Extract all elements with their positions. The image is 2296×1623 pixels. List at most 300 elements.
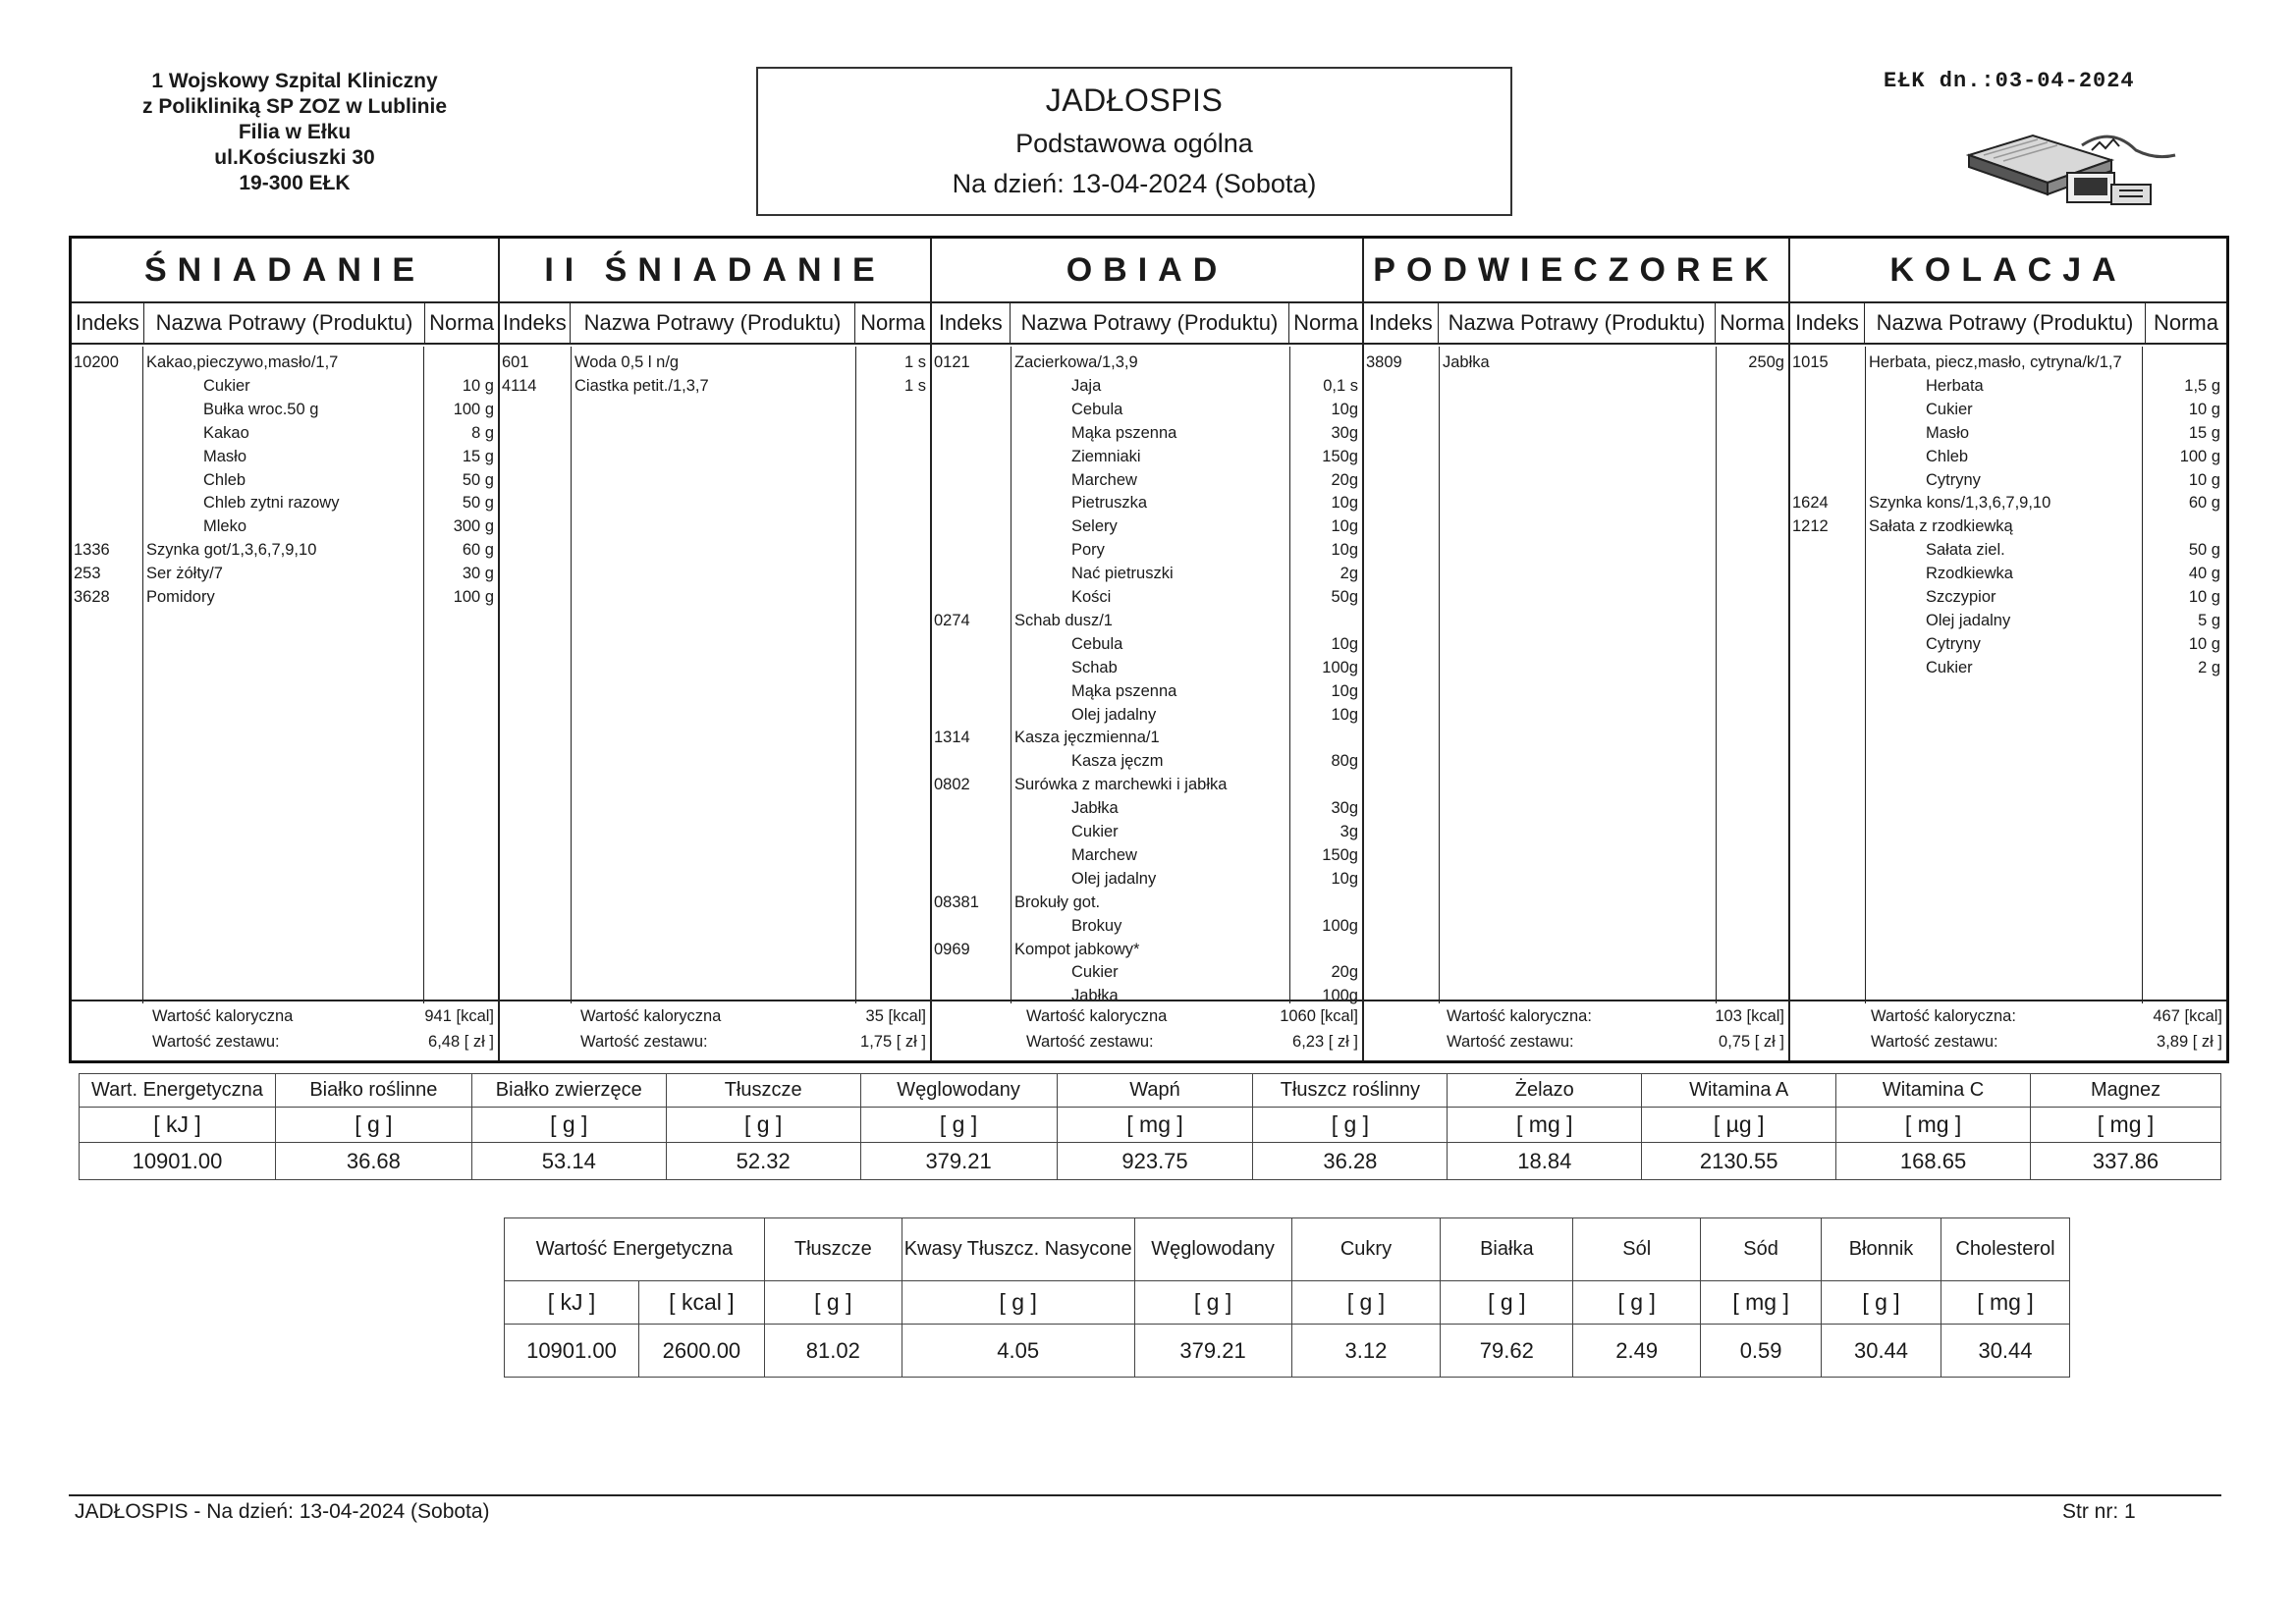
nutrient-unit: [ g ]: [902, 1281, 1134, 1325]
menu-item-row: [932, 562, 1362, 585]
menu-item-row: [932, 632, 1362, 656]
dish-name: Woda 0,5 l n/g: [574, 353, 680, 371]
item-norm: 100 g: [2179, 447, 2220, 465]
item-norm: 15 g: [462, 447, 494, 465]
ingredient-name: Jabłka: [1071, 987, 1119, 1005]
nutrient-header: Cholesterol: [1941, 1218, 2069, 1281]
nutrient-unit: [ mg ]: [1448, 1108, 1642, 1143]
item-norm: 0,1 s: [1323, 376, 1358, 395]
item-norm: 60 g: [2188, 494, 2220, 513]
cost-label: Wartość zestawu:: [1447, 1033, 1574, 1051]
nutrient-value: 2130.55: [1642, 1143, 1836, 1180]
menu-item-row: [1790, 491, 2226, 514]
menu-item-row: [72, 491, 498, 514]
nutrient-header: Magnez: [2031, 1074, 2221, 1108]
menu-item-row: [72, 398, 498, 421]
menu-item-row: [932, 468, 1362, 492]
calorie-label: Wartość kaloryczna:: [1447, 1007, 1592, 1025]
ingredient-name: Jabłka: [1071, 799, 1119, 818]
book-computer-logo: [1964, 116, 2185, 209]
nutrient-unit: [ g ]: [1291, 1281, 1441, 1325]
ingredient-name: Olej jadalny: [1071, 869, 1157, 888]
menu-item-row: [1364, 351, 1788, 374]
nutrient-value: 168.65: [1836, 1143, 2031, 1180]
menu-item-row: [500, 351, 930, 374]
calorie-value: 467 [kcal]: [2153, 1007, 2222, 1025]
column-header-name: Nazwa Potrawy (Produktu): [571, 303, 856, 343]
nutrient-unit: [ mg ]: [1836, 1108, 2031, 1143]
menu-item-row: [932, 796, 1362, 820]
item-norm: 3g: [1339, 823, 1358, 840]
meal-title: PODWIECZOREK: [1364, 239, 1788, 303]
ingredient-name: Olej jadalny: [1071, 705, 1157, 724]
menu-item-row: [1790, 562, 2226, 585]
meal-items: [932, 347, 1362, 1003]
item-index: 1212: [1792, 517, 1829, 536]
column-header-index: Indeks: [500, 303, 571, 343]
menu-item-row: [1790, 468, 2226, 492]
item-norm: 5 g: [2198, 611, 2220, 629]
item-norm: 20g: [1331, 963, 1358, 982]
item-norm: 10 g: [2188, 634, 2220, 653]
menu-item-row: [932, 914, 1362, 938]
ingredient-name: Cebula: [1071, 400, 1123, 418]
ingredient-name: Jaja: [1071, 376, 1102, 395]
column-header-name: Nazwa Potrawy (Produktu): [1865, 303, 2146, 343]
item-norm: 50 g: [2188, 541, 2220, 560]
column-header-index: Indeks: [72, 303, 144, 343]
nutrition-table-2: [504, 1217, 2070, 1378]
nutrient-value: 337.86: [2031, 1143, 2221, 1180]
nutrient-header: Sód: [1701, 1218, 1822, 1281]
dish-name: Pomidory: [146, 588, 215, 606]
item-norm: 10g: [1331, 869, 1358, 888]
item-index: 0274: [934, 611, 970, 629]
ingredient-name: Cukier: [1071, 823, 1119, 840]
nutrient-unit: [ kcal ]: [638, 1281, 764, 1325]
nutrient-unit: [ g ]: [1253, 1108, 1448, 1143]
nutrient-value: 79.62: [1441, 1325, 1573, 1378]
calorie-label: Wartość kaloryczna: [580, 1007, 722, 1025]
item-norm: 2g: [1339, 565, 1358, 583]
meal-items: [1790, 347, 2226, 1003]
menu-item-row: [932, 609, 1362, 632]
nutrient-header: Kwasy Tłuszcz. Nasycone: [902, 1218, 1134, 1281]
column-header-row: [72, 303, 498, 345]
meal-items: [72, 347, 498, 1003]
item-norm: 100 g: [453, 588, 494, 606]
menu-item-row: [932, 445, 1362, 468]
column-header-name: Nazwa Potrawy (Produktu): [1439, 303, 1717, 343]
menu-item-row: [932, 421, 1362, 445]
column-header-row: [1790, 303, 2226, 345]
menu-item-row: [1790, 398, 2226, 421]
meal-items: [1364, 347, 1788, 1003]
item-index: 253: [74, 565, 101, 583]
nutrient-unit: [ µg ]: [1642, 1108, 1836, 1143]
item-norm: 40 g: [2188, 565, 2220, 583]
ingredient-name: Schab: [1071, 658, 1118, 676]
column-divider: [571, 347, 572, 1003]
nutrient-value: 10901.00: [505, 1325, 639, 1378]
nutrient-unit: [ g ]: [1441, 1281, 1573, 1325]
column-header-norm: Norma: [860, 310, 926, 335]
menu-item-row: [72, 514, 498, 538]
item-norm: 50 g: [462, 470, 494, 489]
nutrient-header: Tłuszcz roślinny: [1253, 1074, 1448, 1108]
menu-item-row: [932, 749, 1362, 773]
nutrient-value: 379.21: [860, 1143, 1057, 1180]
column-header-norm: Norma: [1293, 310, 1359, 335]
hospital-line: ul.Kościuszki 30: [214, 146, 375, 169]
nutrient-header: Węglowodany: [860, 1074, 1057, 1108]
meal-column: [1790, 239, 2226, 1060]
menu-item-row: [1790, 374, 2226, 398]
nutrient-value: 53.14: [471, 1143, 666, 1180]
dish-name: Szynka kons/1,3,6,7,9,10: [1869, 494, 2051, 513]
nutrient-unit: [ mg ]: [1057, 1108, 1253, 1143]
calorie-label: Wartość kaloryczna:: [1871, 1007, 2016, 1025]
dish-name: Kompot jabkowy*: [1014, 940, 1140, 958]
item-norm: 250g: [1748, 353, 1784, 371]
nutrient-value: 3.12: [1291, 1325, 1441, 1378]
ingredient-name: Chleb: [1926, 447, 1969, 465]
ingredient-name: Cukier: [1071, 963, 1119, 982]
item-index: 3809: [1366, 353, 1402, 371]
nutrient-unit: [ g ]: [1573, 1281, 1701, 1325]
item-index: 3628: [74, 588, 110, 606]
item-norm: 100g: [1322, 987, 1358, 1005]
menu-item-row: [932, 585, 1362, 609]
ingredient-name: Cukier: [1926, 400, 1973, 418]
nutrient-value: 923.75: [1057, 1143, 1253, 1180]
menu-item-row: [1790, 632, 2226, 656]
nutrient-value: 2.49: [1573, 1325, 1701, 1378]
menu-item-row: [932, 726, 1362, 749]
nutrient-header: Białka: [1441, 1218, 1573, 1281]
menu-item-row: [1790, 538, 2226, 562]
menu-item-row: [72, 585, 498, 609]
calorie-value: 1060 [kcal]: [1280, 1007, 1358, 1025]
ingredient-name: Herbata: [1926, 376, 1984, 395]
item-norm: 2 g: [2198, 658, 2220, 676]
ingredient-name: Brokuy: [1071, 916, 1122, 935]
menu-item-row: [72, 445, 498, 468]
item-index: 10200: [74, 353, 119, 371]
nutrient-header: Żelazo: [1448, 1074, 1642, 1108]
menu-item-row: [72, 562, 498, 585]
ingredient-name: Cytryny: [1926, 634, 1981, 653]
meal-title: KOLACJA: [1790, 239, 2226, 303]
menu-item-row: [932, 867, 1362, 891]
meal-column: [932, 239, 1364, 1060]
dish-name: Herbata, piecz,masło, cytryna/k/1,7: [1869, 353, 2122, 371]
dish-name: Jabłka: [1443, 353, 1490, 371]
hospital-line: 19-300 EŁK: [239, 172, 351, 194]
column-header-index: Indeks: [1790, 303, 1865, 343]
dish-name: Surówka z marchewki i jabłka: [1014, 776, 1228, 794]
cost-value: 1,75 [ zł ]: [860, 1033, 926, 1051]
meal-summary: [500, 1000, 930, 1060]
calorie-value: 103 [kcal]: [1715, 1007, 1784, 1025]
nutrient-header: Tłuszcze: [666, 1074, 860, 1108]
nutrient-value: 36.28: [1253, 1143, 1448, 1180]
nutrient-value: 379.21: [1134, 1325, 1291, 1378]
cost-label: Wartość zestawu:: [1026, 1033, 1154, 1051]
hospital-line: z Polikliniką SP ZOZ w Lublinie: [142, 95, 447, 118]
menu-item-row: [1790, 514, 2226, 538]
ingredient-name: Kasza jęczm: [1071, 752, 1164, 771]
ingredient-name: Mleko: [203, 517, 247, 536]
ingredient-name: Szczypior: [1926, 588, 1996, 606]
menu-item-row: [932, 820, 1362, 843]
menu-item-row: [72, 421, 498, 445]
item-index: 0121: [934, 353, 970, 371]
cost-label: Wartość zestawu:: [1871, 1033, 1998, 1051]
ingredient-name: Cukier: [1926, 658, 1973, 676]
column-header-row: [932, 303, 1362, 345]
column-header-name: Nazwa Potrawy (Produktu): [1011, 303, 1290, 343]
item-norm: 20g: [1331, 470, 1358, 489]
item-norm: 10g: [1331, 681, 1358, 700]
meal-menu-table: [69, 236, 2229, 1063]
nutrient-unit: [ g ]: [1134, 1281, 1291, 1325]
item-norm: 10g: [1331, 541, 1358, 560]
nutrient-value: 4.05: [902, 1325, 1134, 1378]
item-norm: 100g: [1322, 658, 1358, 676]
title-box: [756, 67, 1512, 216]
footer-title: JADŁOSPIS - Na dzień: 13-04-2024 (Sobota): [75, 1500, 490, 1523]
column-header-norm: Norma: [429, 310, 495, 335]
page-number: Str nr: 1: [2062, 1500, 2136, 1523]
menu-item-row: [932, 514, 1362, 538]
hospital-line: Filia w Ełku: [238, 121, 352, 143]
item-index: 4114: [502, 376, 537, 395]
menu-item-row: [932, 374, 1362, 398]
dish-name: Kasza jęczmienna/1: [1014, 729, 1160, 747]
menu-item-row: [932, 398, 1362, 421]
item-index: 1624: [1792, 494, 1829, 513]
menu-item-row: [1790, 656, 2226, 679]
nutrient-value: 81.02: [764, 1325, 902, 1378]
meal-title: OBIAD: [932, 239, 1362, 303]
item-norm: 10 g: [2188, 470, 2220, 489]
nutrient-value: 2600.00: [638, 1325, 764, 1378]
meal-summary: [1364, 1000, 1788, 1060]
nutrient-header: Wartość Energetyczna: [505, 1218, 765, 1281]
column-header-norm: Norma: [2153, 310, 2218, 335]
nutrient-header: Sól: [1573, 1218, 1701, 1281]
item-norm: 100 g: [453, 400, 494, 418]
item-index: 1336: [74, 541, 110, 560]
nutrient-value: 36.68: [275, 1143, 471, 1180]
ingredient-name: Masło: [1926, 423, 1970, 442]
column-header-index: Indeks: [932, 303, 1011, 343]
ingredient-name: Cebula: [1071, 634, 1123, 653]
item-norm: 300 g: [453, 517, 494, 536]
menu-item-row: [932, 491, 1362, 514]
nutrient-unit: [ mg ]: [1701, 1281, 1822, 1325]
cost-value: 0,75 [ zł ]: [1719, 1033, 1784, 1051]
item-norm: 50g: [1331, 588, 1358, 606]
column-divider: [1716, 347, 1717, 1003]
calorie-value: 35 [kcal]: [865, 1007, 926, 1025]
nutrition-table-1: [79, 1073, 2221, 1180]
nutrient-value: 0.59: [1701, 1325, 1822, 1378]
ingredient-name: Marchew: [1071, 470, 1137, 489]
item-norm: 8 g: [471, 423, 494, 442]
menu-item-row: [1790, 351, 2226, 374]
nutrient-header: Białko roślinne: [275, 1074, 471, 1108]
nutrient-value: 10901.00: [80, 1143, 276, 1180]
nutrient-header: Witamina C: [1836, 1074, 2031, 1108]
nutrient-header: Białko zwierzęce: [471, 1074, 666, 1108]
item-norm: 1,5 g: [2184, 376, 2220, 395]
item-norm: 10 g: [462, 376, 494, 395]
calorie-value: 941 [kcal]: [424, 1007, 494, 1025]
item-index: 08381: [934, 893, 979, 911]
dish-name: Ser żółty/7: [146, 565, 223, 583]
menu-item-row: [932, 843, 1362, 867]
menu-item-row: [1790, 585, 2226, 609]
item-norm: 30 g: [462, 565, 494, 583]
nutrient-value: 30.44: [1822, 1325, 1941, 1378]
menu-item-row: [932, 656, 1362, 679]
menu-item-row: [932, 773, 1362, 796]
hospital-line: 1 Wojskowy Szpital Kliniczny: [151, 70, 438, 92]
ingredient-name: Masło: [203, 447, 247, 465]
ingredient-name: Sałata ziel.: [1926, 541, 2005, 560]
ingredient-name: Kakao: [203, 423, 249, 442]
dish-name: Kakao,pieczywo,masło/1,7: [146, 353, 339, 371]
nutrient-unit: [ g ]: [764, 1281, 902, 1325]
ingredient-name: Chleb: [203, 470, 246, 489]
item-index: 1015: [1792, 353, 1829, 371]
cost-value: 3,89 [ zł ]: [2157, 1033, 2222, 1051]
ingredient-name: Bułka wroc.50 g: [203, 400, 319, 418]
column-header-row: [500, 303, 930, 345]
meal-column: [1364, 239, 1790, 1060]
nutrient-unit: [ mg ]: [1941, 1281, 2069, 1325]
item-norm: 10g: [1331, 517, 1358, 536]
menu-item-row: [500, 374, 930, 398]
dish-name: Brokuły got.: [1014, 893, 1101, 911]
nutrient-unit: [ kJ ]: [505, 1281, 639, 1325]
item-norm: 30g: [1331, 423, 1358, 442]
ingredient-name: Rzodkiewka: [1926, 565, 2013, 583]
menu-item-row: [932, 938, 1362, 961]
ingredient-name: Marchew: [1071, 845, 1137, 864]
diet-name: Podstawowa ogólna: [1015, 129, 1253, 158]
nutrient-header: Cukry: [1291, 1218, 1441, 1281]
item-norm: 150g: [1322, 845, 1358, 864]
nutrient-header: Węglowodany: [1134, 1218, 1291, 1281]
item-norm: 60 g: [462, 541, 494, 560]
nutrient-unit: [ g ]: [860, 1108, 1057, 1143]
dish-name: Zacierkowa/1,3,9: [1014, 353, 1138, 371]
nutrient-unit: [ g ]: [471, 1108, 666, 1143]
ingredient-name: Ziemniaki: [1071, 447, 1141, 465]
menu-item-row: [932, 703, 1362, 727]
dish-name: Ciastka petit./1,3,7: [574, 376, 709, 395]
menu-item-row: [932, 351, 1362, 374]
cost-label: Wartość zestawu:: [580, 1033, 708, 1051]
menu-item-row: [1790, 445, 2226, 468]
nutrient-value: 30.44: [1941, 1325, 2069, 1378]
issue-date: EŁK dn.:03-04-2024: [1884, 69, 2135, 93]
nutrient-value: 18.84: [1448, 1143, 1642, 1180]
calorie-label: Wartość kaloryczna: [1026, 1007, 1168, 1025]
menu-date: Na dzień: 13-04-2024 (Sobota): [952, 169, 1317, 198]
menu-item-row: [1790, 609, 2226, 632]
ingredient-name: Selery: [1071, 517, 1118, 536]
menu-item-row: [72, 374, 498, 398]
footer-divider: [69, 1494, 2221, 1496]
meal-column: [500, 239, 932, 1060]
item-norm: 10 g: [2188, 400, 2220, 418]
nutrient-unit: [ kJ ]: [80, 1108, 276, 1143]
item-norm: 50 g: [462, 494, 494, 513]
calorie-label: Wartość kaloryczna: [152, 1007, 294, 1025]
item-norm: 10 g: [2188, 588, 2220, 606]
ingredient-name: Pietruszka: [1071, 494, 1148, 513]
meal-title: ŚNIADANIE: [72, 239, 498, 303]
item-norm: 10g: [1331, 400, 1358, 418]
column-header-norm: Norma: [1720, 310, 1785, 335]
column-header-index: Indeks: [1364, 303, 1439, 343]
dish-name: Szynka got/1,3,6,7,9,10: [146, 541, 317, 560]
menu-item-row: [932, 538, 1362, 562]
meal-items: [500, 347, 930, 1003]
item-norm: 30g: [1331, 799, 1358, 818]
item-index: 601: [502, 353, 529, 371]
ingredient-name: Pory: [1071, 541, 1105, 560]
item-norm: 100g: [1322, 916, 1358, 935]
nutrient-value: 52.32: [666, 1143, 860, 1180]
column-divider: [1439, 347, 1440, 1003]
dish-name: Schab dusz/1: [1014, 611, 1113, 629]
nutrient-header: Błonnik: [1822, 1218, 1941, 1281]
menu-item-row: [72, 351, 498, 374]
ingredient-name: Nać pietruszki: [1071, 565, 1174, 583]
item-norm: 150g: [1322, 447, 1358, 465]
cost-value: 6,48 [ zł ]: [428, 1033, 494, 1051]
meal-summary: [1790, 1000, 2226, 1060]
nutrient-unit: [ g ]: [666, 1108, 860, 1143]
ingredient-name: Mąka pszenna: [1071, 681, 1177, 700]
nutrient-header: Witamina A: [1642, 1074, 1836, 1108]
nutrient-unit: [ mg ]: [2031, 1108, 2221, 1143]
ingredient-name: Olej jadalny: [1926, 611, 2011, 629]
nutrient-header: Wapń: [1057, 1074, 1253, 1108]
meal-title: II ŚNIADANIE: [500, 239, 930, 303]
column-divider: [855, 347, 856, 1003]
item-norm: 1 s: [903, 376, 926, 395]
hospital-address: [118, 69, 471, 196]
item-index: 1314: [934, 729, 970, 747]
item-norm: 10g: [1331, 705, 1358, 724]
item-norm: 1 s: [903, 353, 926, 371]
item-norm: 80g: [1331, 752, 1358, 771]
menu-item-row: [932, 960, 1362, 984]
ingredient-name: Mąka pszenna: [1071, 423, 1177, 442]
ingredient-name: Cukier: [203, 376, 250, 395]
cost-value: 6,23 [ zł ]: [1292, 1033, 1358, 1051]
meal-summary: [932, 1000, 1362, 1060]
dish-name: Sałata z rzodkiewką: [1869, 517, 2013, 536]
ingredient-name: Chleb zytni razowy: [203, 494, 340, 513]
column-header-row: [1364, 303, 1788, 345]
